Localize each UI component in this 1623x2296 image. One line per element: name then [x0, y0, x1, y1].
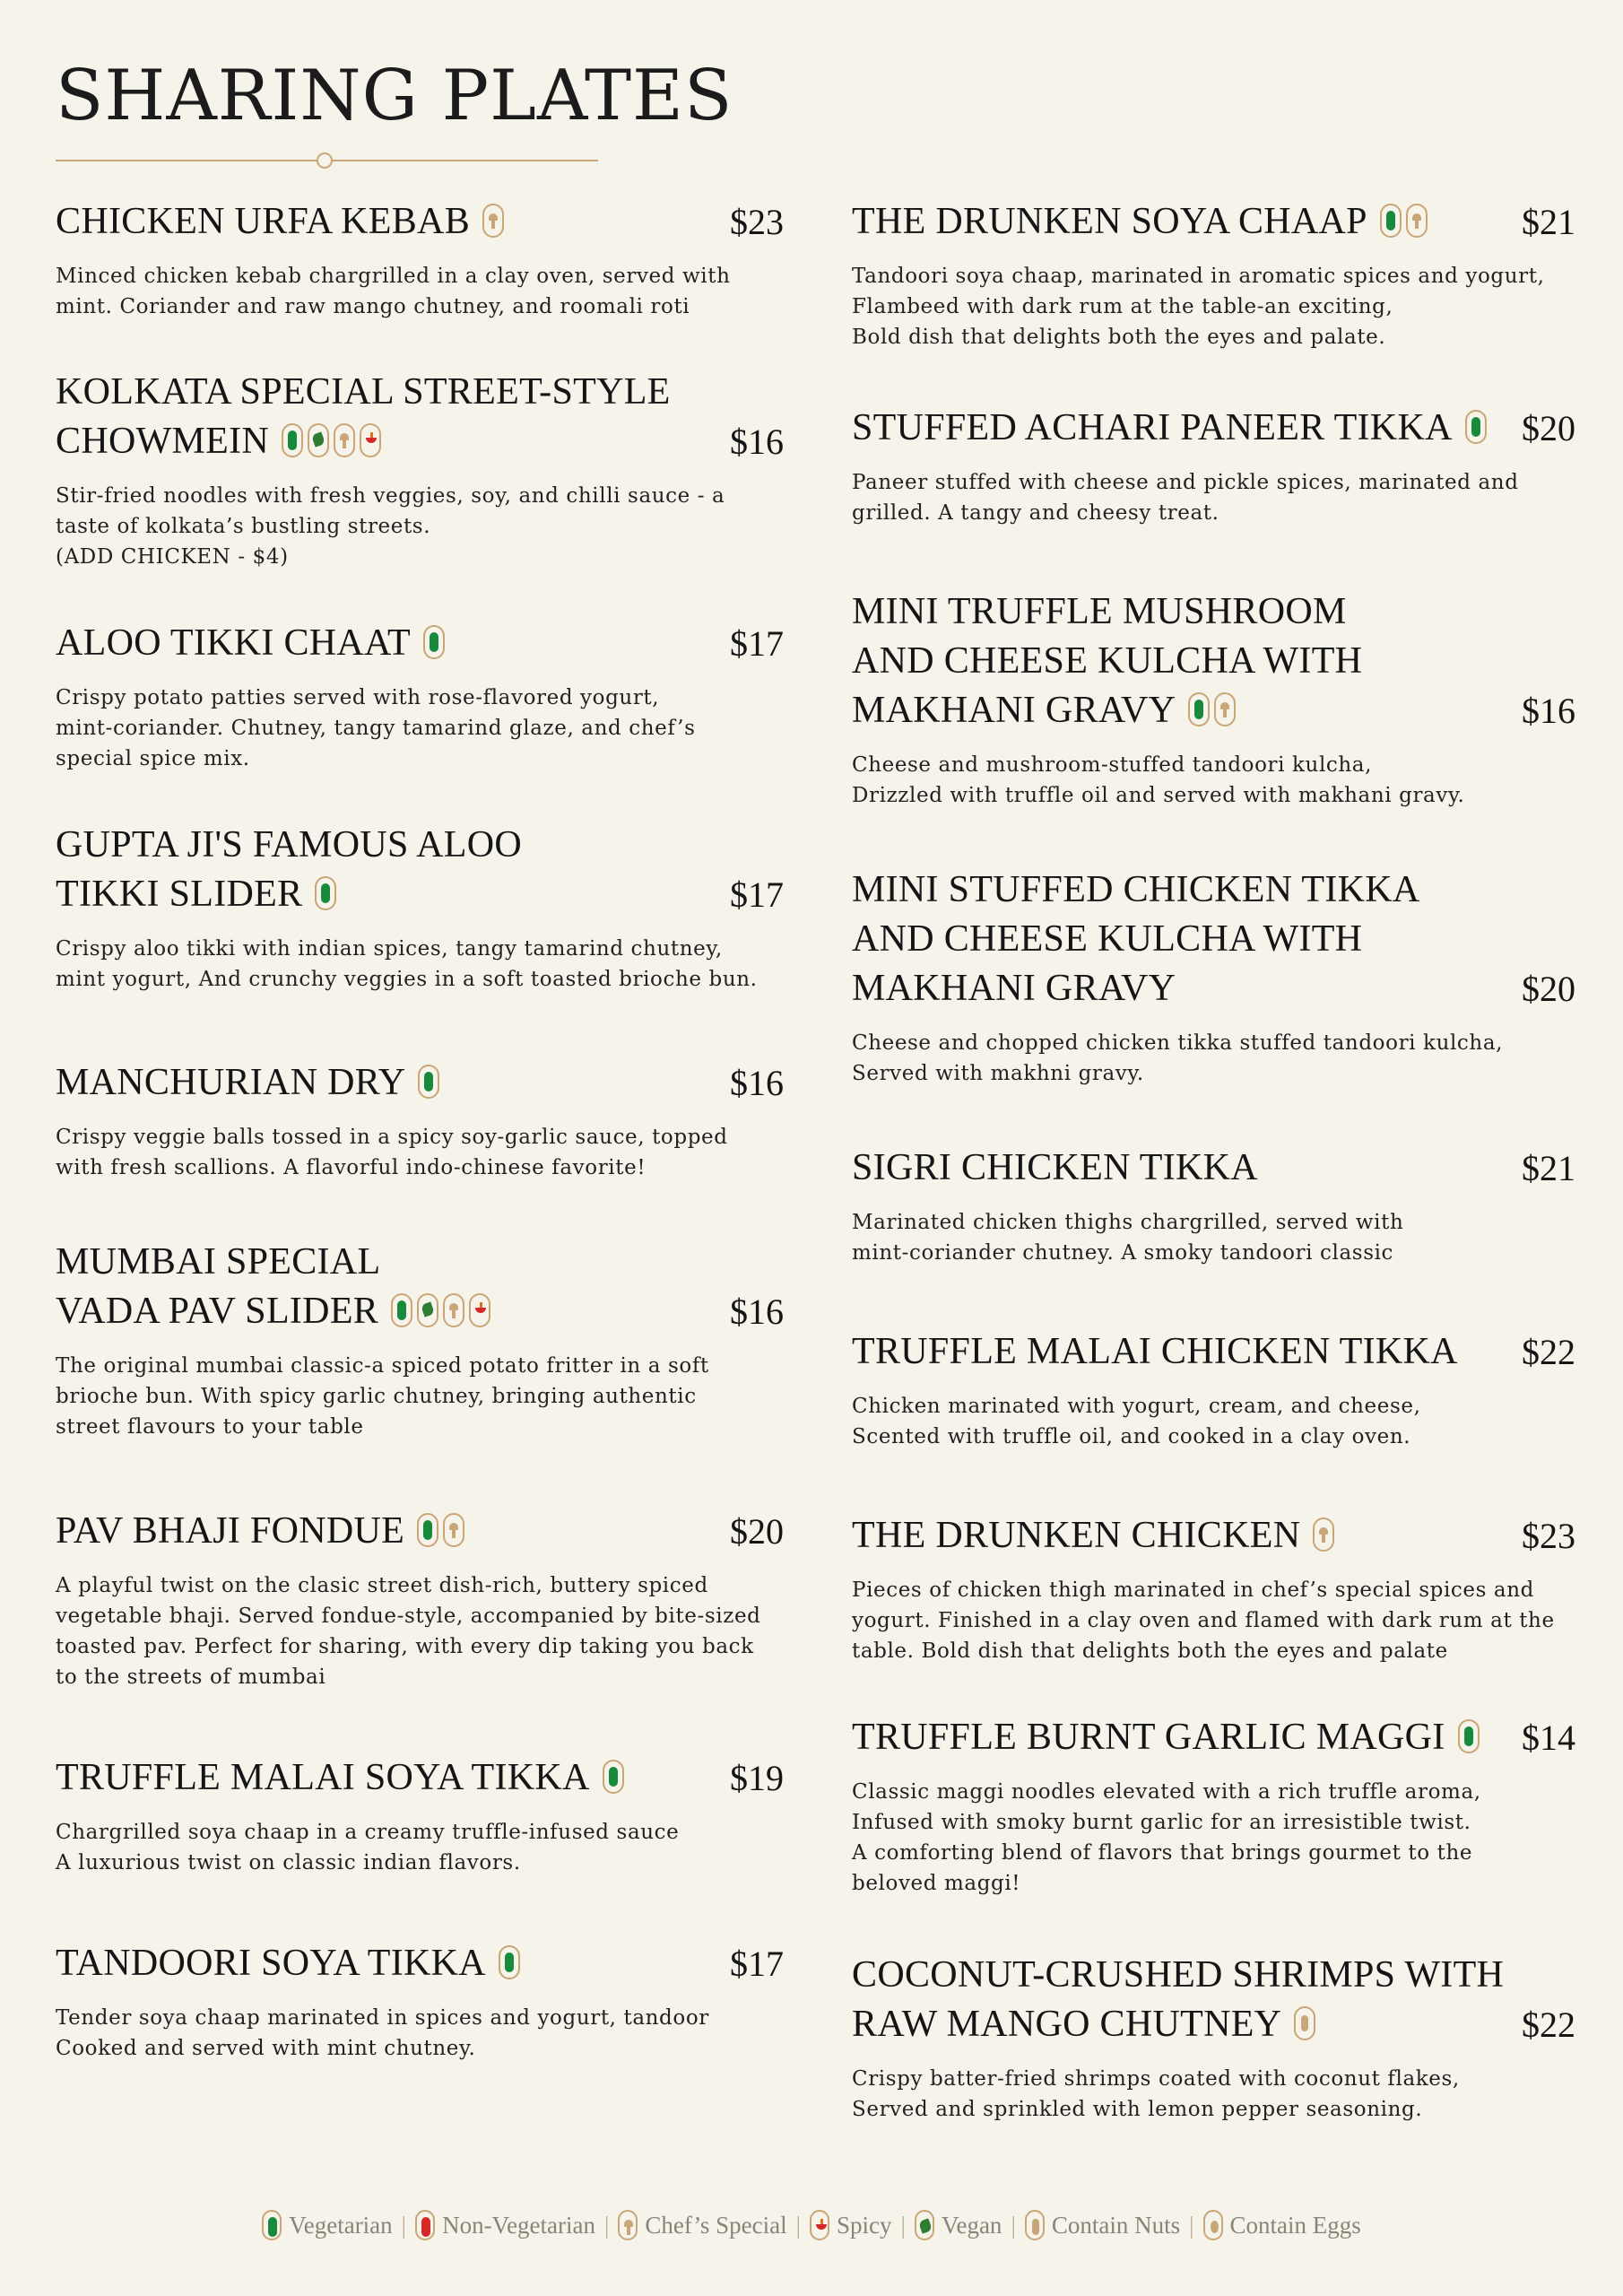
- menu-item-name-line: MANCHURIAN DRY: [56, 1062, 406, 1103]
- menu-item-name: [56, 1753, 624, 1803]
- chefs-special-icon: [443, 1293, 464, 1327]
- vegan-icon: [308, 423, 329, 457]
- menu-item-name-line: COCONUT-CRUSHED SHRIMPS WITH: [852, 1954, 1505, 1996]
- menu-item-name-line: TRUFFLE MALAI CHICKEN TIKKA: [852, 1331, 1458, 1372]
- dietary-legend: [0, 2210, 1623, 2240]
- menu-item-description: Cheese and mushroom-stuffed tandoori kulcha, Drizzled with truffle oil and served with makhani gravy.: [852, 753, 1465, 807]
- legend-item: [1025, 2210, 1180, 2240]
- menu-item: [852, 1951, 1583, 2125]
- chefs-special-icon: [1406, 204, 1428, 238]
- vegetarian-icon: [282, 423, 303, 457]
- menu-item: [56, 368, 791, 572]
- dietary-icons: [1458, 1719, 1480, 1753]
- menu-item: [56, 1939, 791, 2064]
- menu-item-price: $14: [1522, 1718, 1575, 1758]
- legend-label: Chef’s Special: [645, 2211, 787, 2239]
- legend-label: Vegetarian: [289, 2211, 393, 2239]
- menu-item-price: $16: [730, 1292, 784, 1332]
- chefs-special-icon: [618, 2210, 638, 2240]
- vegetarian-icon: [417, 1513, 438, 1547]
- legend-item: [618, 2210, 786, 2240]
- vegetarian-icon: [391, 1293, 412, 1327]
- menu-item-name: [56, 1238, 490, 1336]
- menu-item-price: $22: [1522, 1332, 1575, 1372]
- contains-nuts-icon: [1025, 2210, 1045, 2240]
- menu-item-name-line: MINI TRUFFLE MUSHROOM: [852, 591, 1347, 632]
- menu-item-name-line: MINI STUFFED CHICKEN TIKKA: [852, 869, 1420, 910]
- menu-item-name-line: TIKKI SLIDER: [56, 874, 303, 915]
- vegetarian-icon: [603, 1760, 624, 1794]
- dietary-icons: [1188, 692, 1236, 726]
- legend-label: Contain Eggs: [1229, 2211, 1361, 2239]
- dietary-icons: [482, 204, 504, 238]
- legend-separator: |: [795, 2211, 802, 2239]
- menu-item-name-line: MAKHANI GRAVY: [852, 968, 1176, 1009]
- page-title: SHARING PLATES: [56, 56, 733, 136]
- menu-item-price: $22: [1522, 2005, 1575, 2045]
- menu-item-name-line: RAW MANGO CHUTNEY: [852, 2004, 1282, 2045]
- dietary-icons: [499, 1945, 520, 1979]
- menu-item: [852, 587, 1583, 811]
- dietary-icons: [417, 1513, 464, 1547]
- legend-separator: |: [401, 2211, 407, 2239]
- menu-item-description: Crispy veggie balls tossed in a spicy soy-garlic sauce, topped with fresh scallions. A flavorful indo-chinese favorite!: [56, 1126, 728, 1179]
- menu-item-description: Classic maggi noodles elevated with a rich truffle aroma, Infused with smoky burnt garlic for an irresistible twist. A comforting blend of flavors that brings gourmet to the beloved maggi!: [852, 1780, 1481, 1895]
- dietary-icons: [282, 423, 381, 457]
- menu-item: [56, 821, 791, 995]
- legend-label: Vegan: [941, 2211, 1002, 2239]
- menu-item-name: [852, 865, 1420, 1013]
- menu-item-price: $20: [1522, 408, 1575, 448]
- menu-item-description: Tandoori soya chaap, marinated in aromatic spices and yogurt, Flambeed with dark rum at the table-an exciting, Bold dish that delights both the eyes and palate.: [852, 265, 1545, 349]
- menu-item-name: [852, 1713, 1480, 1762]
- legend-item: [915, 2210, 1002, 2240]
- legend-label: Spicy: [837, 2211, 892, 2239]
- legend-label: Contain Nuts: [1051, 2211, 1181, 2239]
- menu-item-name: [852, 1144, 1258, 1193]
- menu-item-name: [56, 1507, 464, 1556]
- menu-item-name-line: CHOWMEIN: [56, 421, 270, 462]
- menu-item-description: Crispy potato patties served with rose-flavored yogurt, mint-coriander. Chutney, tangy tamarind glaze, and chef’s special spice mix.: [56, 686, 696, 770]
- menu-item-name-line: SIGRI CHICKEN TIKKA: [852, 1147, 1258, 1188]
- menu-item: [56, 1238, 791, 1442]
- vegetarian-icon: [1458, 1719, 1480, 1753]
- menu-item-price: $17: [730, 874, 784, 915]
- chefs-special-icon: [1214, 692, 1236, 726]
- dietary-icons: [1380, 204, 1428, 238]
- menu-item: [56, 197, 791, 322]
- vegetarian-icon: [1188, 692, 1210, 726]
- menu-item-name: [56, 619, 445, 668]
- menu-item-name: [56, 1939, 520, 1988]
- menu-item-name: [852, 1327, 1458, 1377]
- menu-item: [852, 1144, 1583, 1268]
- title-divider-ornament: [317, 152, 333, 169]
- menu-item-name-line: GUPTA JI'S FAMOUS ALOO: [56, 824, 522, 865]
- menu-item-name: [852, 404, 1487, 453]
- menu-item-description: Chargrilled soya chaap in a creamy truffle-infused sauce A luxurious twist on classic indian flavors.: [56, 1821, 680, 1874]
- dietary-icons: [1294, 2006, 1315, 2040]
- menu-item-name-line: THE DRUNKEN CHICKEN: [852, 1515, 1301, 1556]
- dietary-icons: [418, 1065, 439, 1099]
- menu-item-price: $23: [730, 202, 784, 242]
- menu-item-price: $19: [730, 1758, 784, 1798]
- vegetarian-icon: [262, 2210, 282, 2240]
- vegetarian-icon: [1380, 204, 1402, 238]
- menu-item-description: Cheese and chopped chicken tikka stuffed tandoori kulcha, Served with makhni gravy.: [852, 1031, 1504, 1085]
- menu-item-name-line: TANDOORI SOYA TIKKA: [56, 1943, 486, 1984]
- dietary-icons: [603, 1760, 624, 1794]
- menu-item-name-line: STUFFED ACHARI PANEER TIKKA: [852, 407, 1453, 448]
- contains-eggs-icon: [1203, 2210, 1223, 2240]
- menu-item: [56, 1507, 791, 1692]
- menu-item-name: [56, 1058, 439, 1108]
- menu-item-name-line: TRUFFLE MALAI SOYA TIKKA: [56, 1757, 590, 1798]
- dietary-icons: [391, 1293, 490, 1327]
- dietary-icons: [315, 876, 336, 910]
- spicy-icon: [810, 2210, 829, 2240]
- menu-item-description: The original mumbai classic-a spiced potato fritter in a soft brioche bun. With spicy garlic chutney, bringing authentic street flavours to your table: [56, 1354, 709, 1439]
- menu-item: [852, 865, 1583, 1089]
- menu-item-description: Marinated chicken thighs chargrilled, served with mint-coriander chutney. A smoky tandoori classic: [852, 1211, 1404, 1265]
- menu-item-price: $16: [730, 1063, 784, 1103]
- vegan-icon: [915, 2210, 934, 2240]
- contains-nuts-icon: [1294, 2006, 1315, 2040]
- vegetarian-icon: [418, 1065, 439, 1099]
- menu-item-description: Chicken marinated with yogurt, cream, and cheese, Scented with truffle oil, and cooked in a clay oven.: [852, 1395, 1421, 1448]
- menu-item: [852, 1327, 1583, 1452]
- chefs-special-icon: [1313, 1518, 1334, 1552]
- legend-separator: |: [1011, 2211, 1016, 2239]
- menu-item: [56, 1753, 791, 1878]
- menu-item-description: Crispy aloo tikki with indian spices, tangy tamarind chutney, mint yogurt, And crunchy veggies in a soft toasted brioche bun.: [56, 937, 758, 991]
- menu-item-name-line: PAV BHAJI FONDUE: [56, 1510, 405, 1552]
- non-vegetarian-icon: [415, 2210, 435, 2240]
- vegetarian-icon: [1465, 410, 1487, 444]
- menu-item-name-line: MUMBAI SPECIAL: [56, 1241, 381, 1283]
- chefs-special-icon: [482, 204, 504, 238]
- menu-item-price: $20: [1522, 969, 1575, 1009]
- menu-item-price: $20: [730, 1511, 784, 1552]
- chefs-special-icon: [443, 1513, 464, 1547]
- menu-item-price: $21: [1522, 1148, 1575, 1188]
- menu-item-description: Minced chicken kebab chargrilled in a clay oven, served with mint. Coriander and raw mango chutney, and roomali roti: [56, 265, 731, 318]
- menu-item-name-line: TRUFFLE BURNT GARLIC MAGGI: [852, 1717, 1445, 1758]
- spicy-icon: [469, 1293, 490, 1327]
- menu-item-name-line: KOLKATA SPECIAL STREET-STYLE: [56, 371, 671, 413]
- vegetarian-icon: [423, 625, 445, 659]
- menu-item: [852, 1713, 1583, 1899]
- dietary-icons: [1313, 1518, 1334, 1552]
- legend-separator: |: [604, 2211, 610, 2239]
- chefs-special-icon: [334, 423, 355, 457]
- menu-item-description: Pieces of chicken thigh marinated in chef’s special spices and yogurt. Finished in a clay oven and flamed with dark rum at the table. Bold dish that delights both the eyes and palate: [852, 1578, 1555, 1663]
- menu-item-name: [852, 587, 1362, 735]
- vegetarian-icon: [499, 1945, 520, 1979]
- menu-item-description: Tender soya chaap marinated in spices and yogurt, tandoor Cooked and served with mint chutney.: [56, 2006, 709, 2060]
- vegan-icon: [417, 1293, 438, 1327]
- menu-item-name-line: AND CHEESE KULCHA WITH: [852, 918, 1363, 960]
- menu-item-price: $21: [1522, 202, 1575, 242]
- menu-item: [56, 1058, 791, 1183]
- menu-item-price: $17: [730, 1944, 784, 1984]
- menu-item-name-line: CHICKEN URFA KEBAB: [56, 201, 471, 242]
- menu-item-name: [56, 368, 671, 466]
- menu-item: [56, 619, 791, 774]
- menu-item-name: [852, 1951, 1504, 2049]
- dietary-icons: [1465, 410, 1487, 444]
- dietary-icons: [423, 625, 445, 659]
- menu-item-price: $17: [730, 623, 784, 664]
- menu-item-name: [56, 821, 522, 919]
- menu-item: [852, 197, 1583, 352]
- menu-item-name-line: VADA PAV SLIDER: [56, 1291, 379, 1332]
- menu-item-description: A playful twist on the clasic street dish-rich, buttery spiced vegetable bhaji. Served fondue-style, accompanied by bite-sized toasted pav. Perfect for sharing, with every dip taking you back to the streets of mumbai: [56, 1574, 761, 1689]
- menu-item: [852, 404, 1583, 528]
- spicy-icon: [360, 423, 381, 457]
- menu-item-description: Stir-fried noodles with fresh veggies, soy, and chilli sauce - a taste of kolkata’s bustling streets. (ADD CHICKEN - $4): [56, 484, 725, 569]
- legend-separator: |: [1189, 2211, 1194, 2239]
- legend-separator: |: [900, 2211, 906, 2239]
- menu-item-name-line: AND CHEESE KULCHA WITH: [852, 640, 1363, 682]
- legend-item: [262, 2210, 392, 2240]
- legend-item: [1203, 2210, 1361, 2240]
- menu-item-name-line: THE DRUNKEN SOYA CHAAP: [852, 201, 1367, 242]
- menu-item-name: [852, 197, 1428, 247]
- legend-item: [810, 2210, 892, 2240]
- menu-item: [852, 1511, 1583, 1666]
- menu-item-description: Paneer stuffed with cheese and pickle spices, marinated and grilled. A tangy and cheesy treat.: [852, 471, 1519, 525]
- legend-label: Non-Vegetarian: [442, 2211, 596, 2239]
- menu-item-name: [56, 197, 504, 247]
- menu-item-name-line: MAKHANI GRAVY: [852, 690, 1176, 731]
- menu-item-name-line: ALOO TIKKI CHAAT: [56, 622, 411, 664]
- legend-item: [415, 2210, 595, 2240]
- menu-item-price: $16: [730, 422, 784, 462]
- menu-item-description: Crispy batter-fried shrimps coated with coconut flakes, Served and sprinkled with lemon pepper seasoning.: [852, 2067, 1460, 2121]
- vegetarian-icon: [315, 876, 336, 910]
- menu-item-price: $16: [1522, 691, 1575, 731]
- menu-item-price: $23: [1522, 1516, 1575, 1556]
- menu-item-name: [852, 1511, 1334, 1561]
